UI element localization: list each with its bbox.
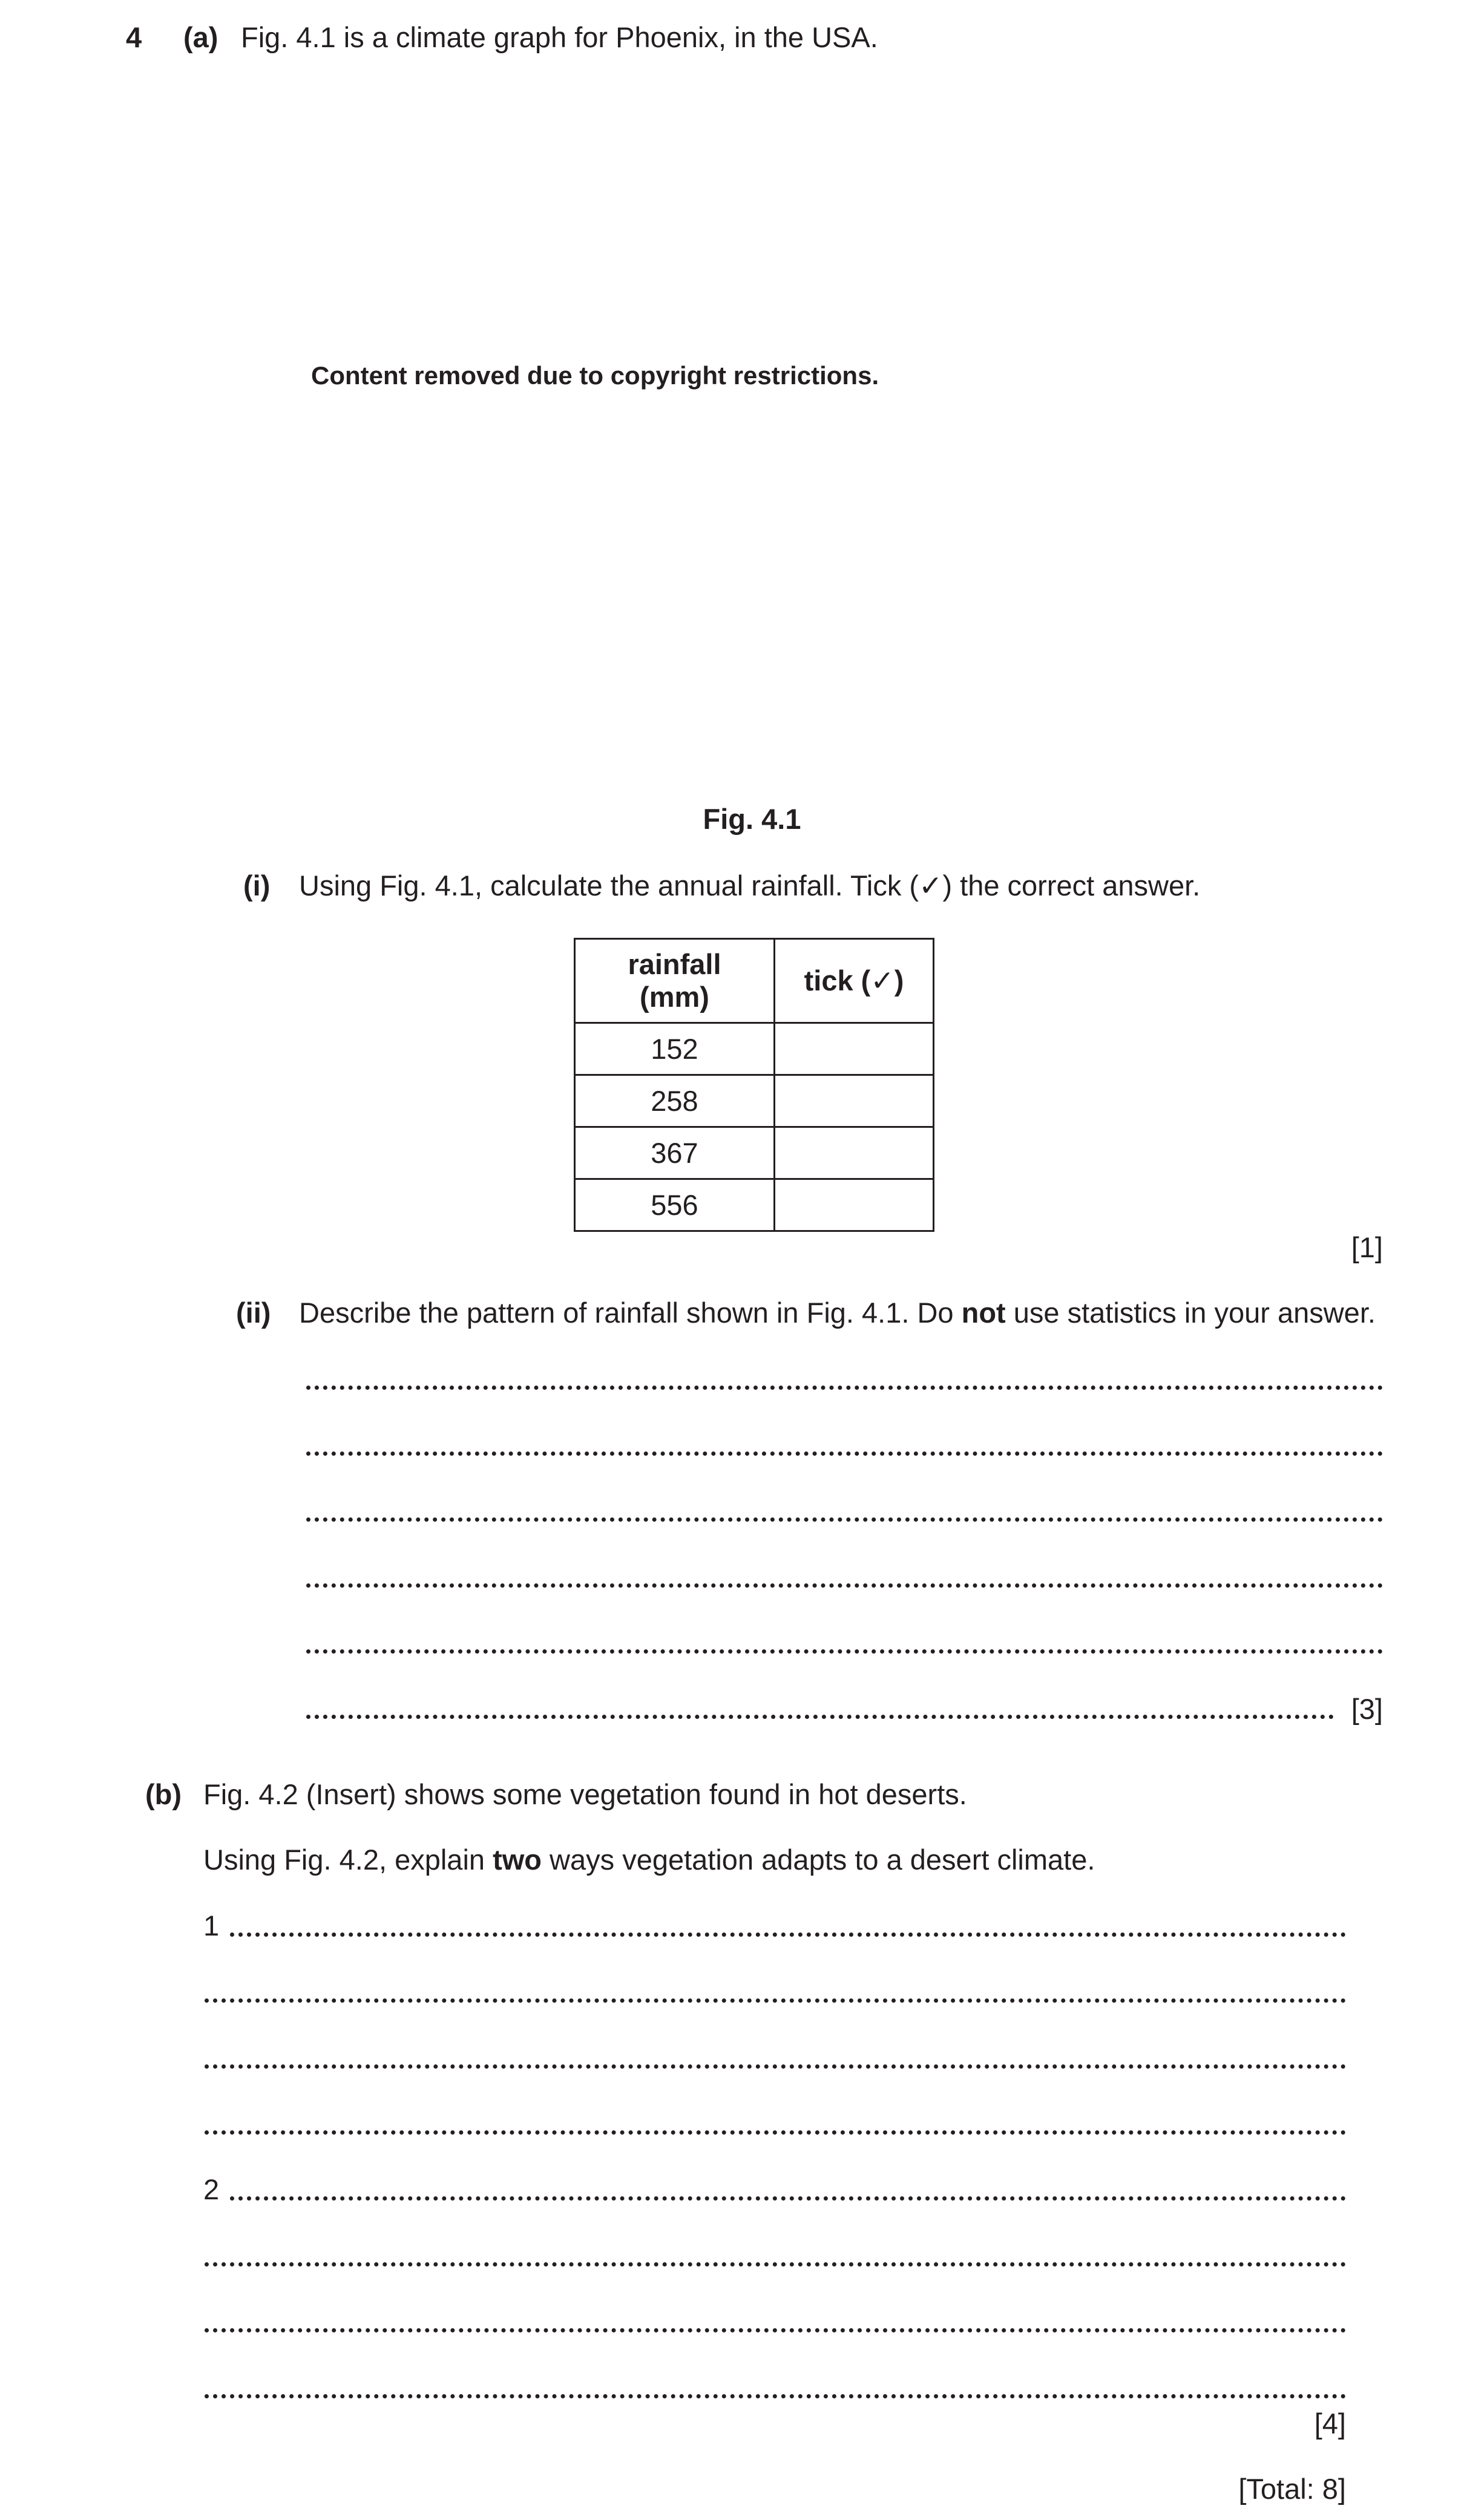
rainfall-value: 258 (575, 1075, 775, 1127)
answer-line[interactable] (306, 1583, 1383, 1588)
part-b-marks: [4] (1314, 2407, 1346, 2440)
tick-cell[interactable] (775, 1023, 934, 1075)
table-row (575, 1127, 934, 1179)
rainfall-header: rainfall (mm) (575, 939, 775, 1023)
subpart-i-marks: [1] (1351, 1231, 1383, 1263)
answer-line[interactable] (306, 1649, 1383, 1654)
tick-header: tick (✓) (775, 939, 934, 1023)
rainfall-value: 556 (575, 1179, 775, 1231)
subpart-i-label: (i) (243, 869, 271, 902)
table-row (575, 1179, 934, 1231)
answer-2-label: 2 (203, 2173, 220, 2205)
answer-line[interactable] (306, 1451, 1383, 1456)
question-number: 4 (126, 21, 142, 53)
answer-line[interactable] (205, 2130, 1346, 2135)
subpart-i-text: Using Fig. 4.1, calculate the annual rainfall. Tick (✓) the correct answer. (299, 869, 1201, 902)
answer-line[interactable] (205, 1998, 1346, 2003)
answer-line[interactable] (306, 1517, 1383, 1522)
part-a-label: (a) (183, 21, 218, 53)
subpart-ii-text: Describe the pattern of rainfall shown in Fig. 4.1. Do not use statistics in your answer. (299, 1297, 1376, 1329)
answer-line[interactable] (306, 1715, 1334, 1719)
subpart-ii-marks: [3] (1351, 1693, 1383, 1725)
answer-line[interactable] (205, 2064, 1346, 2069)
rainfall-value: 367 (575, 1127, 775, 1179)
part-a-intro: Fig. 4.1 is a climate graph for Phoenix, in the USA. (241, 21, 878, 53)
subpart-ii-label: (ii) (236, 1297, 271, 1329)
tick-cell[interactable] (775, 1127, 934, 1179)
answer-line[interactable] (230, 2196, 1346, 2201)
answer-1-label: 1 (203, 1910, 220, 1942)
tick-cell[interactable] (775, 1179, 934, 1231)
part-b-prompt: Using Fig. 4.2, explain two ways vegetation adapts to a desert climate. (203, 1844, 1095, 1876)
table-header-row (575, 939, 934, 1023)
answer-line[interactable] (306, 1386, 1383, 1390)
table-row (575, 1023, 934, 1075)
answer-line[interactable] (230, 1933, 1346, 1937)
total-marks: [Total: 8] (1238, 2473, 1346, 2505)
rainfall-value: 152 (575, 1023, 775, 1075)
part-b-intro: Fig. 4.2 (Insert) shows some vegetation found in hot deserts. (203, 1778, 967, 1810)
rainfall-answer-table (574, 938, 934, 1232)
answer-line[interactable] (205, 2328, 1346, 2332)
table-row (575, 1075, 934, 1127)
figure-caption: Fig. 4.1 (703, 803, 801, 835)
answer-line[interactable] (205, 2262, 1346, 2266)
answer-line[interactable] (205, 2394, 1346, 2398)
tick-cell[interactable] (775, 1075, 934, 1127)
part-b-label: (b) (145, 1778, 182, 1810)
copyright-notice: Content removed due to copyright restrictions. (311, 361, 879, 390)
